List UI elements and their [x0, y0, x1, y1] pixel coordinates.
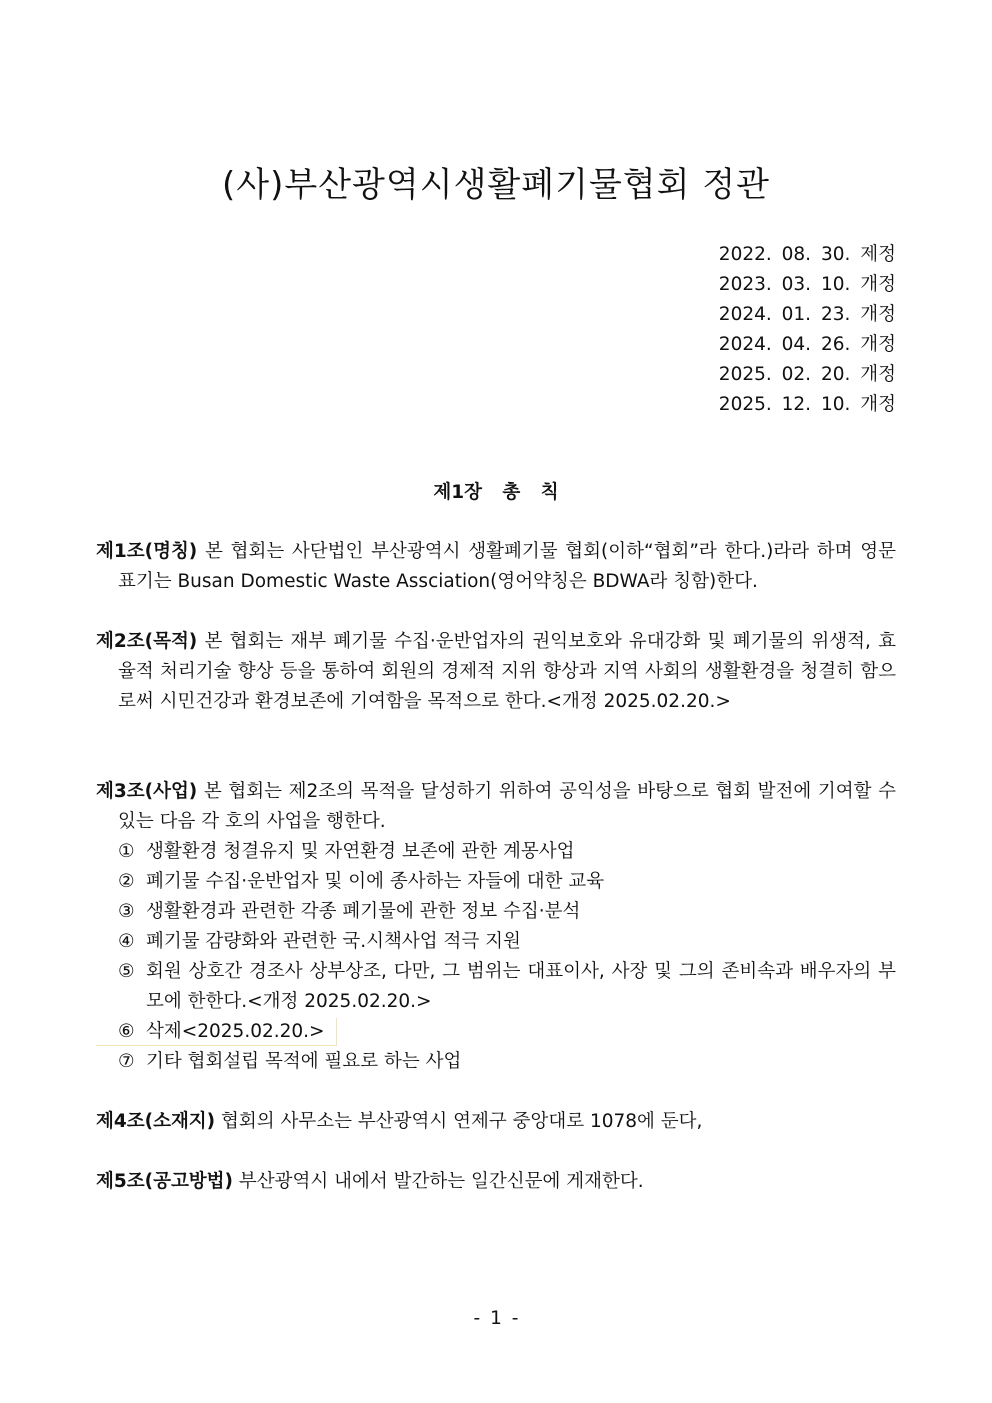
article-text: 본 협회는 사단법인 부산광역시 생활폐기물 협회(이하“협회”라 한다.)라라 하며 영문표기는 Busan Domestic Waste Assciation(영어약칭은 BDWA라 칭함)한다. [118, 541, 896, 592]
revision-entry: 2022. 08. 30. 제정 [718, 244, 896, 265]
list-item-deleted [118, 1017, 896, 1047]
item-number: ① [118, 841, 135, 862]
revision-entry: 2024. 04. 26. 개정 [718, 334, 896, 355]
revision-entry: 2024. 01. 23. 개정 [718, 304, 896, 325]
article-label: 제2조(목적) [96, 631, 198, 652]
chapter-heading: 제1장 총 칙 [433, 482, 559, 503]
article-label: 제1조(명칭) [96, 541, 198, 562]
revision-history [719, 240, 896, 420]
article-1 [96, 537, 896, 597]
article-paragraph [96, 1107, 896, 1137]
item-text: 생활환경 청결유지 및 자연환경 보존에 관한 계몽사업 [146, 841, 575, 862]
article-label: 제5조(공고방법) [96, 1171, 234, 1192]
article-4 [96, 1107, 896, 1137]
article-3 [96, 777, 896, 1077]
item-text: 회원 상호간 경조사 상부상조, 다만, 그 범위는 대표이사, 사장 및 그의 존비속과 배우자의 부모에 한한다.<개정 2025.02.20.> [146, 961, 896, 1012]
article-3-item-list [96, 837, 896, 1077]
page-title: (사)부산광역시생활폐기물협회 정관 [222, 165, 770, 205]
item-number: ⑥ [118, 1021, 135, 1042]
article-label: 제4조(소재지) [96, 1111, 216, 1132]
revision-entry: 2025. 12. 10. 개정 [718, 394, 896, 415]
page-number: - 1 - [473, 1308, 519, 1329]
item-text: 폐기물 수집·운반업자 및 이에 종사하는 자들에 대한 교육 [146, 871, 605, 892]
article-text: 부산광역시 내에서 발간하는 일간신문에 게재한다. [233, 1171, 644, 1192]
item-number: ⑤ [118, 961, 135, 982]
article-paragraph [96, 627, 896, 717]
article-paragraph [96, 1167, 896, 1197]
article-paragraph [96, 777, 896, 837]
item-number: ④ [118, 931, 135, 952]
item-text: 기타 협회설립 목적에 필요로 하는 사업 [146, 1051, 462, 1072]
item-text: 폐기물 감량화와 관련한 국.시책사업 적극 지원 [146, 931, 521, 952]
item-text: 삭제<2025.02.20.> [146, 1021, 325, 1042]
revision-entry: 2023. 03. 10. 개정 [718, 274, 896, 295]
list-item [118, 1047, 896, 1077]
item-number: ③ [118, 901, 135, 922]
list-item [118, 927, 896, 957]
article-label: 제3조(사업) [96, 781, 198, 802]
item-number: ② [118, 871, 135, 892]
item-text: 생활환경과 관련한 각종 폐기물에 관한 정보 수집·분석 [146, 901, 581, 922]
article-text: 본 협회는 제2조의 목적을 달성하기 위하여 공익성을 바탕으로 협회 발전에 기여할 수 있는 다음 각 호의 사업을 행한다. [118, 781, 896, 832]
list-item [118, 837, 896, 867]
article-2 [96, 627, 896, 717]
revision-entry: 2025. 02. 20. 개정 [718, 364, 896, 385]
article-paragraph [96, 537, 896, 597]
list-item [118, 897, 896, 927]
item-number: ⑦ [118, 1051, 135, 1072]
list-item [118, 867, 896, 897]
list-item [118, 957, 896, 1017]
article-text: 본 협회는 재부 폐기물 수집·운반업자의 권익보호와 유대강화 및 폐기물의 위생적, 효율적 처리기술 향상 등을 통하여 회원의 경제적 지위 향상과 지역 사회의 생활환경을 청결히 함으로써 시민건강과 환경보존에 기여함을 목적으로 한다.<개정 2025.02.20.> [118, 631, 896, 712]
article-text: 협회의 사무소는 부산광역시 연제구 중앙대로 1078에 둔다, [215, 1111, 703, 1132]
article-5 [96, 1167, 896, 1197]
